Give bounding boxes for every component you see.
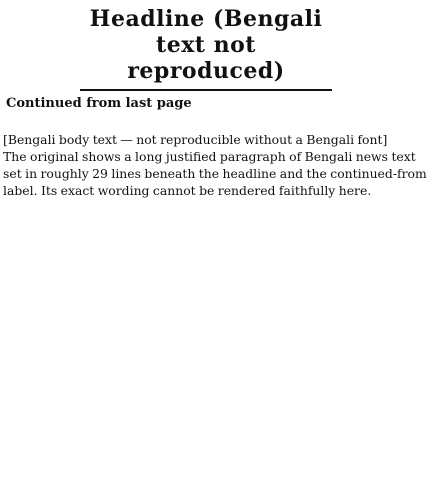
continued-label: Continued from last page xyxy=(6,96,192,111)
article-body xyxy=(3,131,427,199)
body-line: label. Its exact wording cannot be rendered faithfully here. xyxy=(3,183,372,199)
body-line: The original shows a long justified paragraph of Bengali news text xyxy=(3,149,416,165)
body-line: set in roughly 29 lines beneath the headline and the continued-from xyxy=(3,166,427,182)
body-line: [Bengali body text — not reproducible without a Bengali font] xyxy=(3,132,388,147)
headline: Headline (Bengali text not reproduced) xyxy=(89,6,323,84)
headline-box xyxy=(80,4,332,91)
